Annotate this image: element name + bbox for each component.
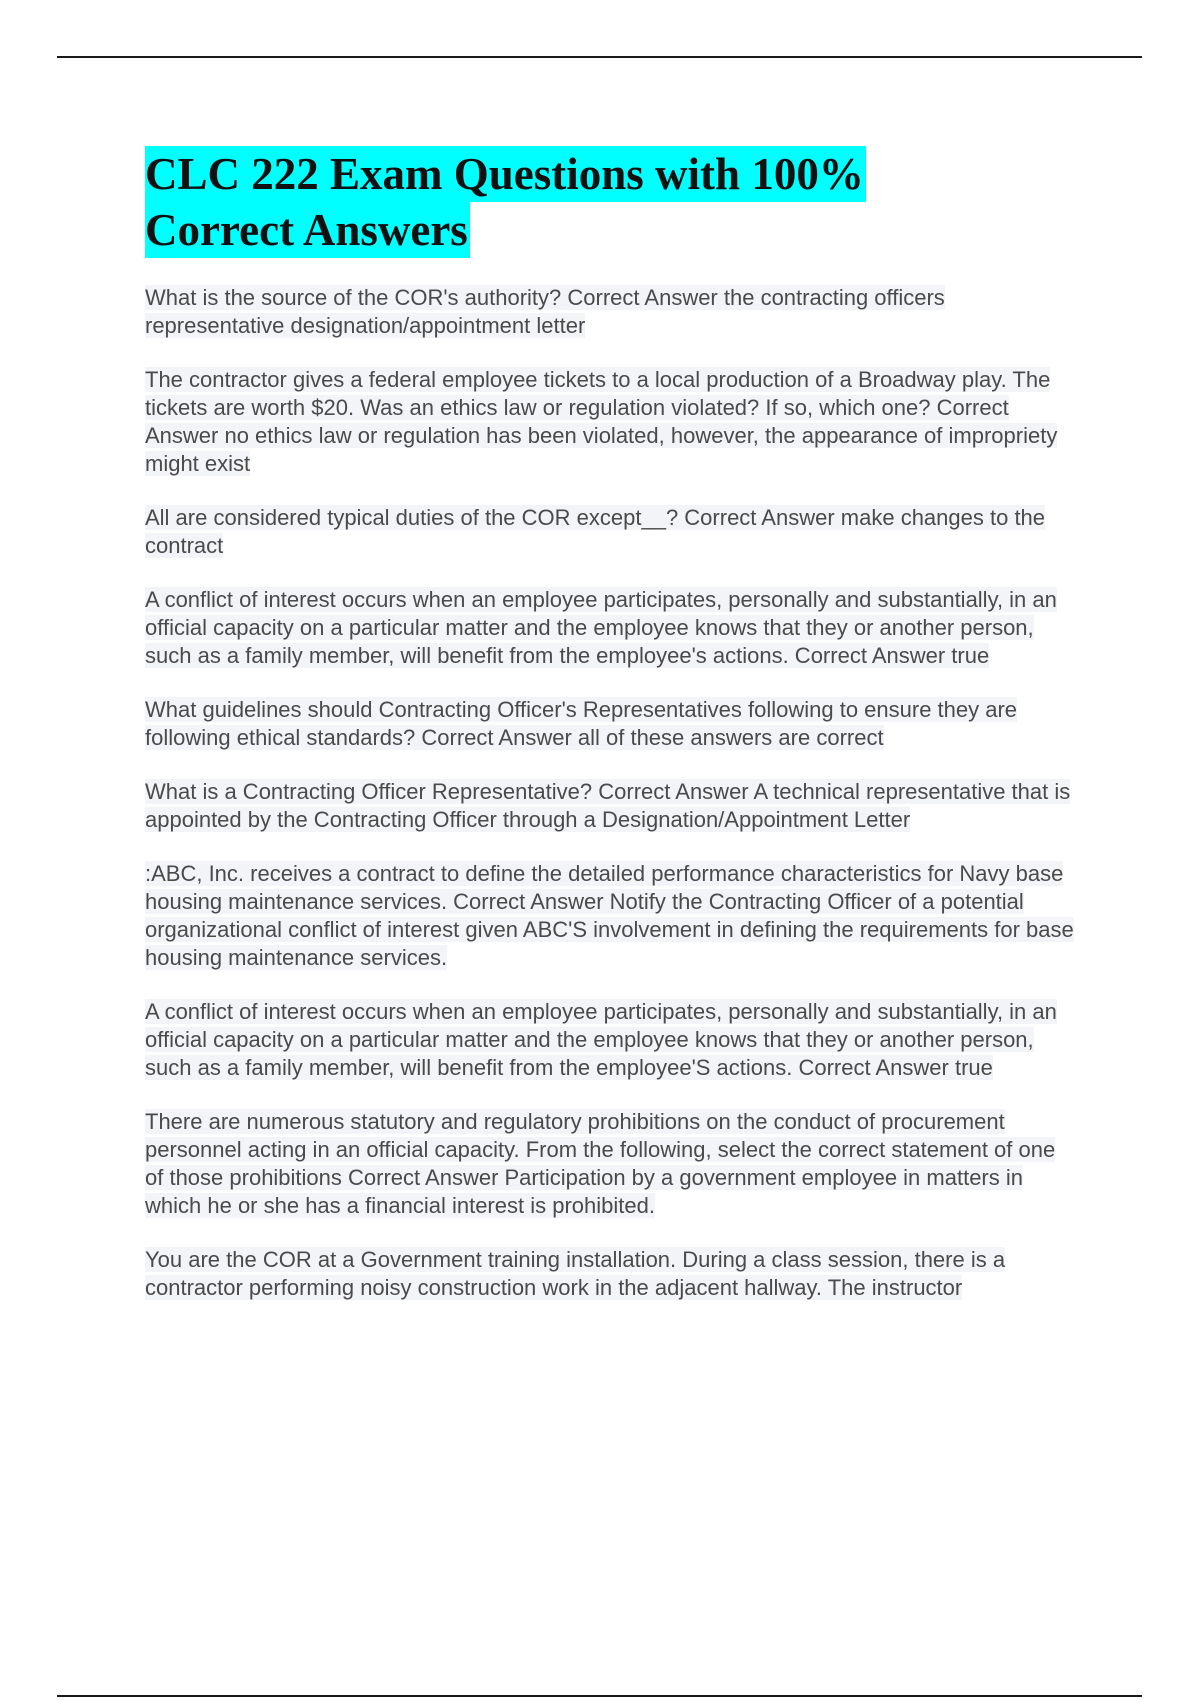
qa-item	[145, 998, 1075, 1082]
qa-text: All are considered typical duties of the COR except__? Correct Answer make changes to the contract	[145, 505, 1046, 558]
qa-text: The contractor gives a federal employee tickets to a local production of a Broadway play. The tickets are worth $20. Was an ethics law or regulation violated? If so, which one? Correct Answer no ethics law or regulation has been violated, however, the appearance of impropriety might exist	[145, 367, 1058, 476]
qa-text: :ABC, Inc. receives a contract to define the detailed performance characteristics for Navy base housing maintenance services. Correct Answer Notify the Contracting Officer of a potential organizational conflict of interest given ABC'S involvement in defining the requirements for base housing maintenance services.	[145, 861, 1074, 970]
qa-text: A conflict of interest occurs when an employee participates, personally and substantially, in an official capacity on a particular matter and the employee knows that they or another person, such as a family member, will benefit from the employee's actions. Correct Answer true	[145, 587, 1057, 668]
qa-item	[145, 696, 1075, 752]
qa-text: You are the COR at a Government training installation. During a class session, there is a contractor performing noisy construction work in the adjacent hallway. The instructor	[145, 1247, 1006, 1300]
qa-item	[145, 860, 1075, 972]
qa-item	[145, 1246, 1075, 1302]
document-body	[145, 146, 1075, 1328]
qa-item	[145, 366, 1075, 478]
footer-rule	[57, 1695, 1142, 1697]
qa-text: What is a Contracting Officer Representative? Correct Answer A technical representative that is appointed by the Contracting Officer through a Designation/Appointment Letter	[145, 779, 1071, 832]
title-line-1: CLC 222 Exam Questions with 100%	[145, 146, 866, 202]
qa-text: There are numerous statutory and regulatory prohibitions on the conduct of procurement personnel acting in an official capacity. From the following, select the correct statement of one of those prohibitions Correct Answer Participation by a government employee in matters in which he or she has a financial interest is prohibited.	[145, 1109, 1056, 1218]
header-rule	[57, 56, 1142, 58]
qa-item	[145, 284, 1075, 340]
qa-text: A conflict of interest occurs when an employee participates, personally and substantially, in an official capacity on a particular matter and the employee knows that they or another person, such as a family member, will benefit from the employee'S actions. Correct Answer true	[145, 999, 1057, 1080]
qa-item	[145, 1108, 1075, 1220]
document-title	[145, 146, 1075, 258]
qa-text: What guidelines should Contracting Officer's Representatives following to ensure they are following ethical standards? Correct Answer all of these answers are correct	[145, 697, 1018, 750]
qa-text: What is the source of the COR's authority? Correct Answer the contracting officers representative designation/appointment letter	[145, 285, 945, 338]
qa-item	[145, 504, 1075, 560]
qa-item	[145, 778, 1075, 834]
qa-item	[145, 586, 1075, 670]
title-line-2: Correct Answers	[145, 202, 470, 258]
